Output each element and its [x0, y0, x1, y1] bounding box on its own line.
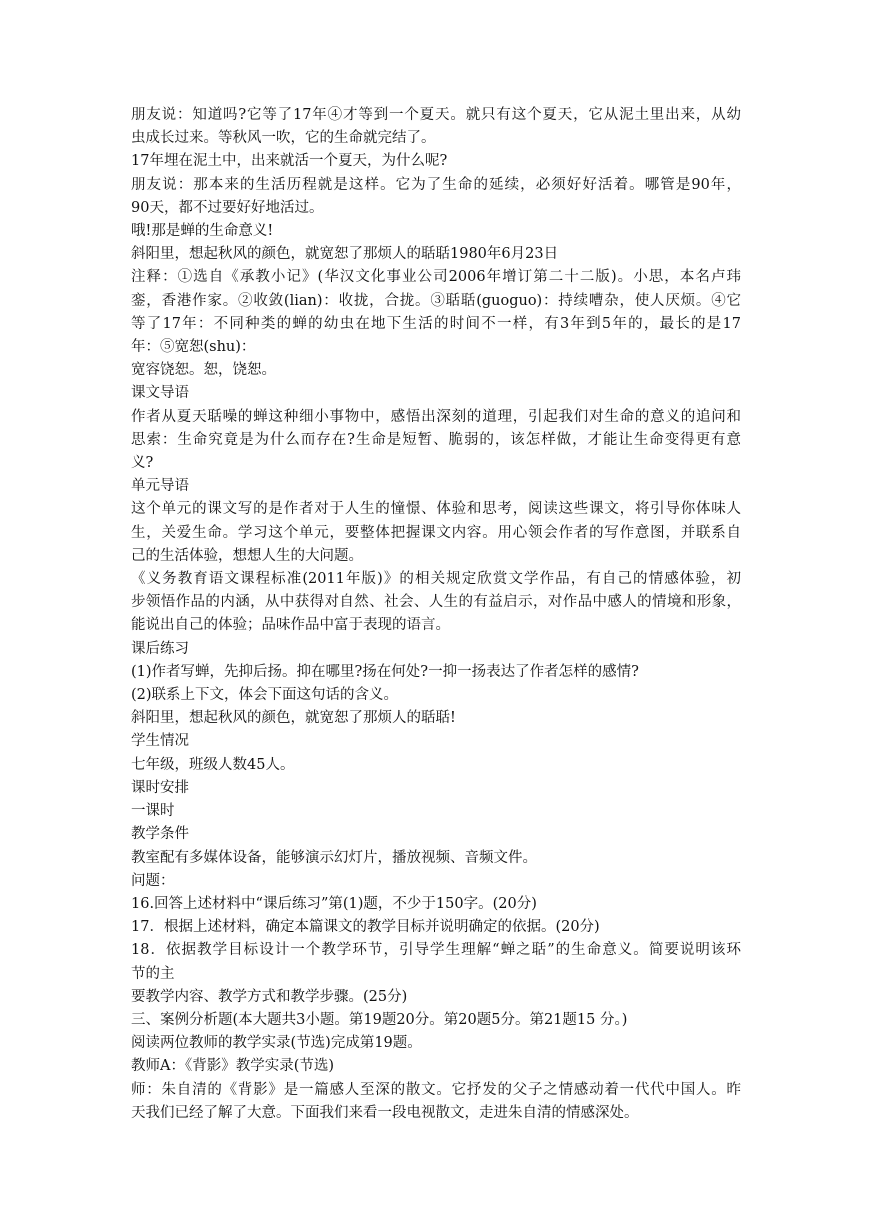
text-line: 思索：生命究竟是为什么而存在?生命是短暂、脆弱的，该怎样做，才能让生命变得更有意 [131, 431, 741, 448]
text-line: 教学条件 [131, 826, 189, 843]
text-line: 90天，都不过要好好地活过。 [131, 199, 324, 216]
text-line: 单元导语 [131, 478, 189, 495]
text-line: 教室配有多媒体设备，能够演示幻灯片，播放视频、音频文件。 [131, 849, 537, 866]
text-line: (2)联系上下文，体会下面这句话的含义。 [131, 687, 399, 704]
text-line: 虫成长过来。等秋风一吹，它的生命就完结了。 [131, 130, 436, 147]
text-line: 师：朱自清的《背影》是一篇感人至深的散文。它抒发的父子之情感动着一代代中国人。昨 [131, 1081, 741, 1098]
text-line: 三、案例分析题(本大题共3小题。第19题20分。第20题5分。第21题15 分。) [131, 1011, 628, 1028]
text-line: 学生情况 [131, 733, 189, 750]
text-line: 生，关爱生命。学习这个单元，要整体把握课文内容。用心领会作者的写作意图，并联系自 [131, 524, 741, 541]
text-line: 这个单元的课文写的是作者对于人生的憧憬、体验和思考，阅读这些课文，将引导你体味人 [131, 501, 741, 518]
text-line: 注释：①选自《承教小记》(华汉文化事业公司2006年增订第二十二版)。小思，本名卢玮 [131, 269, 741, 286]
text-line: 銮，香港作家。②收敛(lian)：收拢，合拢。③聒聒(guoguo)：持续嘈杂，使人厌烦。④它 [131, 292, 741, 309]
text-line: 17．根据上述材料，确定本篇课文的教学目标并说明确定的依据。(20分) [131, 919, 600, 936]
text-line: 17年埋在泥土中，出来就活一个夏天，为什么呢? [131, 153, 448, 170]
text-line: 七年级，班级人数45人。 [131, 756, 295, 773]
text-line: 问题： [131, 872, 175, 889]
text-line: 节的主 [131, 965, 175, 982]
text-line: 宽容饶恕。恕，饶恕。 [131, 362, 276, 379]
text-line: 18．依据教学目标设计一个教学环节，引导学生理解“蝉之聒”的生命意义。简要说明该环 [131, 942, 741, 959]
text-line: 一课时 [131, 803, 175, 820]
text-line: 16.回答上述材料中“课后练习”第(1)题，不少于150字。(20分) [131, 895, 537, 912]
document-page [131, 104, 741, 1125]
text-line: 《义务教育语文课程标准(2011年版)》的相关规定欣赏文学作品，有自己的情感体验，初 [131, 571, 741, 588]
text-line: 哦!那是蝉的生命意义! [131, 223, 274, 240]
text-line: 课时安排 [131, 779, 189, 796]
text-line: 作者从夏天聒噪的蝉这种细小事物中，感悟出深刻的道理，引起我们对生命的意义的追问和 [131, 408, 741, 425]
text-line: 年：⑤宽恕(shu)： [131, 339, 256, 356]
text-line: 要教学内容、教学方式和教学步骤。(25分) [131, 988, 408, 1005]
text-line: 课文导语 [131, 385, 189, 402]
text-line: 阅读两位教师的教学实录(节选)完成第19题。 [131, 1035, 422, 1052]
text-line: 步领悟作品的内涵，从中获得对自然、社会、人生的有益启示，对作品中感人的情境和形象， [131, 594, 741, 611]
text-line: 教师A：《背影》教学实录(节选) [131, 1058, 335, 1075]
text-line: 斜阳里，想起秋风的颜色，就宽恕了那烦人的聒聒1980年6月23日 [131, 246, 559, 263]
text-line: 己的生活体验，想想人生的大问题。 [131, 547, 363, 564]
text-line: 斜阳里，想起秋风的颜色，就宽恕了那烦人的聒聒! [131, 710, 456, 727]
text-line: 等了17年：不同种类的蝉的幼虫在地下生活的时间不一样，有3年到5年的，最长的是17 [131, 315, 741, 332]
text-line: (1)作者写蝉，先抑后扬。抑在哪里?扬在何处?一抑一扬表达了作者怎样的感情? [131, 663, 639, 680]
text-line: 课后练习 [131, 640, 189, 657]
text-line: 能说出自己的体验；品味作品中富于表现的语言。 [131, 617, 450, 634]
text-line: 朋友说：知道吗?它等了17年④才等到一个夏天。就只有这个夏天，它从泥土里出来，从幼 [131, 107, 741, 123]
text-line: 天我们已经了解了大意。下面我们来看一段电视散文，走进朱自清的情感深处。 [131, 1104, 639, 1121]
text-line: 义? [131, 455, 154, 472]
text-line: 朋友说：那本来的生活历程就是这样。它为了生命的延续，必须好好活着。哪管是90年， [131, 176, 741, 193]
